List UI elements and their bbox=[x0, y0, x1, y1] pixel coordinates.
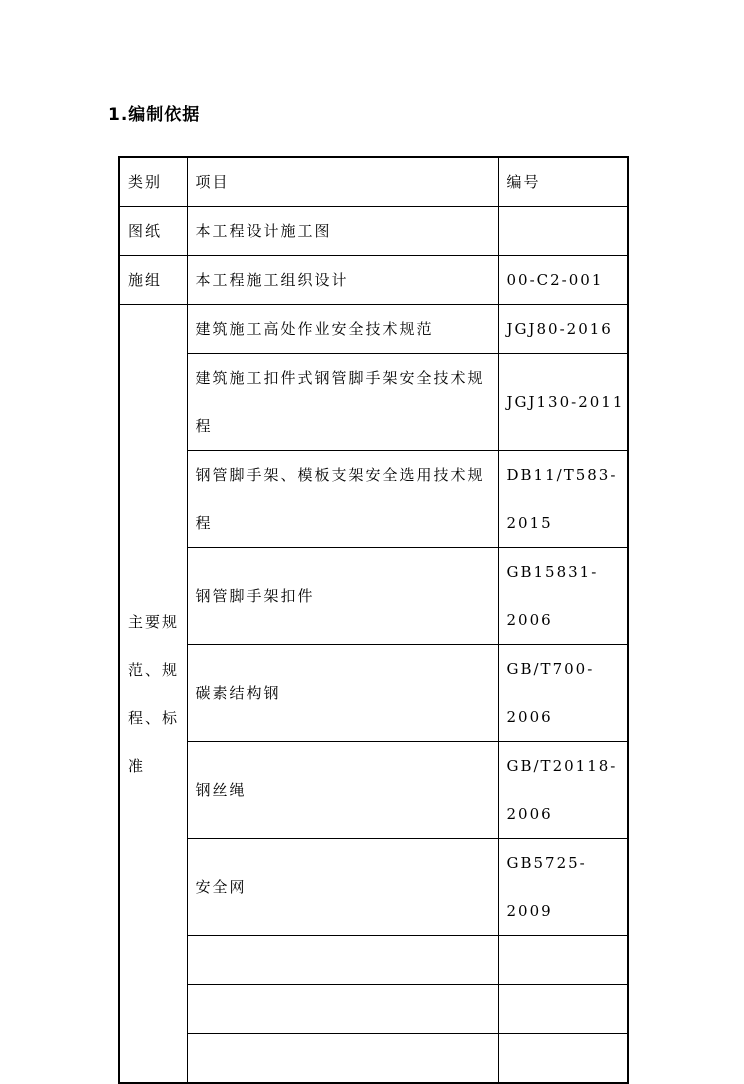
row-code: GB/T20118-2006 bbox=[498, 742, 628, 839]
empty-code-cell bbox=[498, 936, 628, 985]
row-code: 00-C2-001 bbox=[498, 256, 628, 305]
row-item: 钢管脚手架扣件 bbox=[187, 548, 498, 645]
row-category: 图纸 bbox=[119, 207, 187, 256]
empty-code-cell bbox=[498, 985, 628, 1034]
row-item: 安全网 bbox=[187, 839, 498, 936]
table-row bbox=[119, 256, 628, 305]
row-code bbox=[498, 207, 628, 256]
table-row bbox=[119, 548, 628, 645]
empty-row bbox=[119, 1034, 628, 1084]
row-item: 本工程设计施工图 bbox=[187, 207, 498, 256]
empty-code-cell bbox=[498, 1034, 628, 1084]
table-row bbox=[119, 354, 628, 451]
table-row bbox=[119, 207, 628, 256]
row-item: 建筑施工高处作业安全技术规范 bbox=[187, 305, 498, 354]
row-item: 钢管脚手架、模板支架安全选用技术规程 bbox=[187, 451, 498, 548]
row-code: GB15831-2006 bbox=[498, 548, 628, 645]
row-item: 碳素结构钢 bbox=[187, 645, 498, 742]
table-row bbox=[119, 839, 628, 936]
header-code: 编号 bbox=[498, 157, 628, 207]
row-item: 钢丝绳 bbox=[187, 742, 498, 839]
row-item: 本工程施工组织设计 bbox=[187, 256, 498, 305]
empty-item-cell bbox=[187, 936, 498, 985]
section-heading: 1.编制依据 bbox=[108, 105, 201, 125]
merged-category-cell: 主要规范、规程、标准 bbox=[119, 305, 187, 1084]
compilation-basis-table bbox=[118, 156, 629, 1084]
empty-item-cell bbox=[187, 1034, 498, 1084]
row-code: JGJ80-2016 bbox=[498, 305, 628, 354]
empty-row bbox=[119, 936, 628, 985]
table-row bbox=[119, 451, 628, 548]
table-row bbox=[119, 305, 628, 354]
table-row bbox=[119, 645, 628, 742]
row-code: GB/T700-2006 bbox=[498, 645, 628, 742]
row-code: GB5725-2009 bbox=[498, 839, 628, 936]
row-code: JGJ130-2011 bbox=[498, 354, 628, 451]
header-category: 类别 bbox=[119, 157, 187, 207]
table-header-row bbox=[119, 157, 628, 207]
empty-item-cell bbox=[187, 985, 498, 1034]
table-row bbox=[119, 742, 628, 839]
empty-row bbox=[119, 985, 628, 1034]
row-item: 建筑施工扣件式钢管脚手架安全技术规程 bbox=[187, 354, 498, 451]
row-code: DB11/T583-2015 bbox=[498, 451, 628, 548]
header-item: 项目 bbox=[187, 157, 498, 207]
row-category: 施组 bbox=[119, 256, 187, 305]
